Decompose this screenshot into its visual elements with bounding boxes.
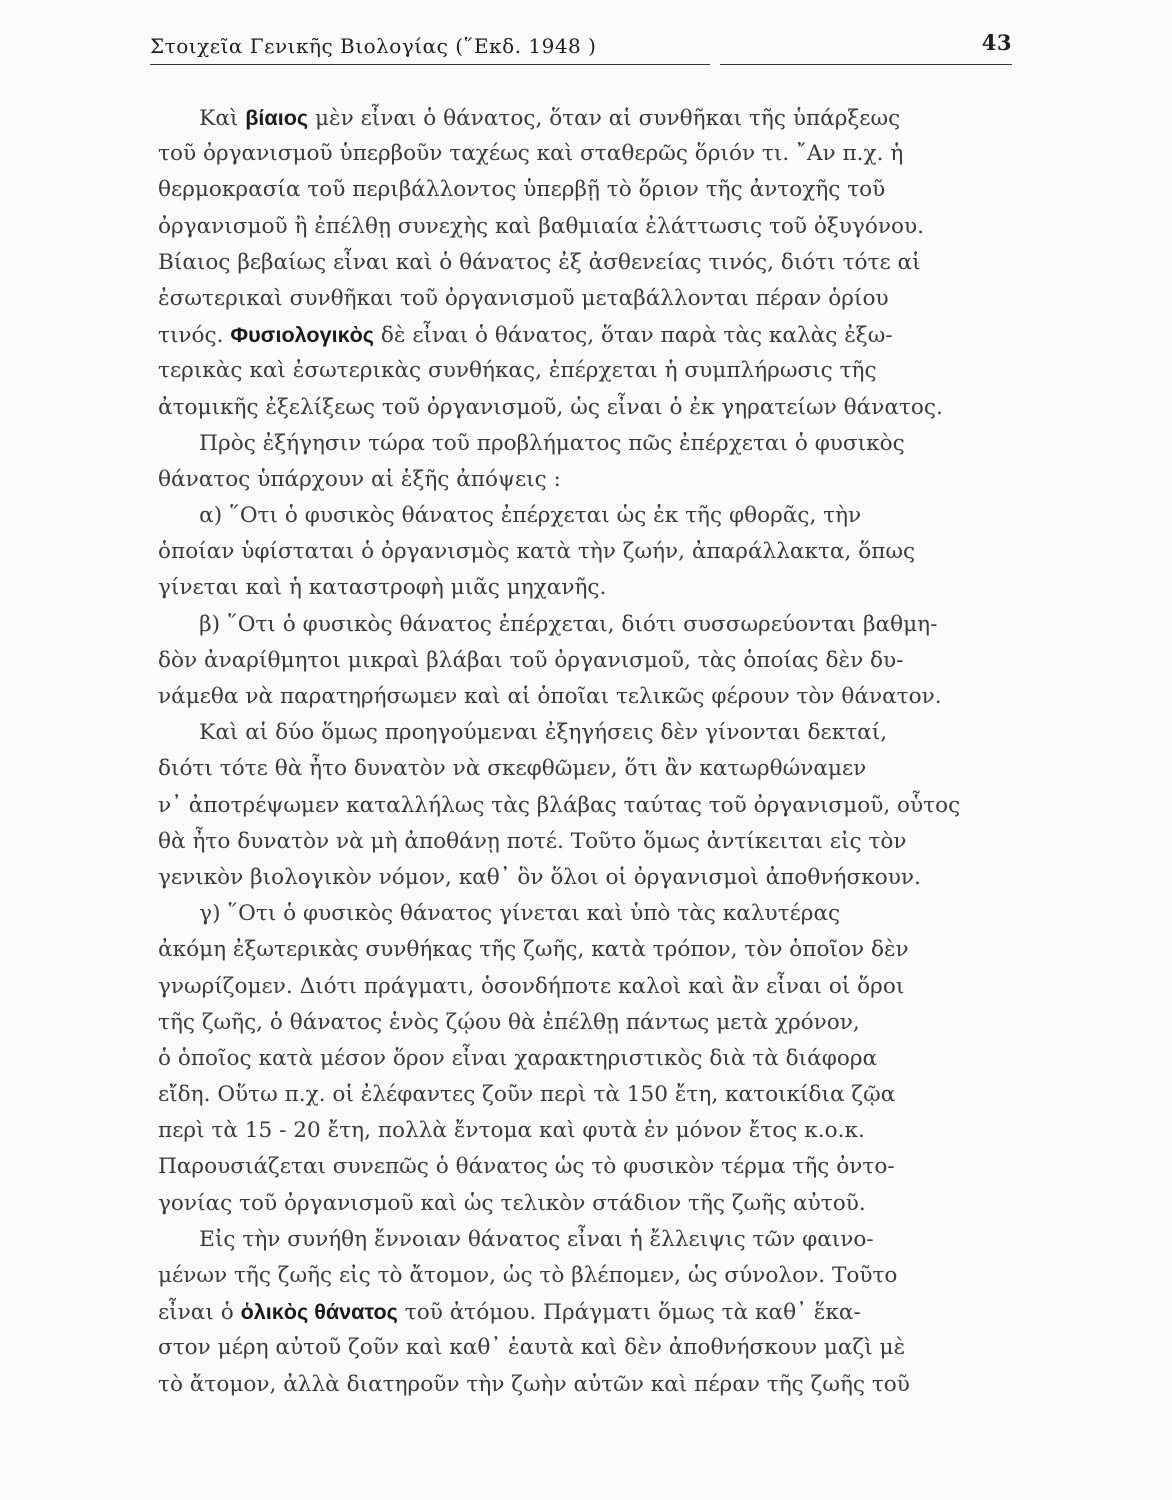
- text-line: ἐσωτερικαὶ συνθῆκαι τοῦ ὀργανισμοῦ μεταβάλλονται πέραν ὁρίου: [158, 285, 889, 311]
- text-line: δὸν ἀναρίθμητοι μικραὶ βλάβαι τοῦ ὀργανισμοῦ, τὰς ὁποίας δὲν δυ-: [158, 647, 904, 673]
- text-line: [158, 1294, 1018, 1330]
- text-line: τῆς ζωῆς, ὁ θάνατος ἑνὸς ζῴου θὰ ἐπέλθῃ πάντως μετὰ χρόνον,: [158, 1009, 860, 1035]
- text-line: ὁποίαν ὑφίσταται ὁ ὀργανισμὸς κατὰ τὴν ζωήν, ἀπαράλλακτα, ὅπως: [158, 539, 916, 565]
- text-line: θὰ ἦτο δυνατὸν νὰ μὴ ἀποθάνῃ ποτέ. Τοῦτο ὅμως ἀντίκειται εἰς τὸν: [158, 828, 907, 854]
- text-line: γονίας τοῦ ὀργανισμοῦ καὶ ὡς τελικὸν στάδιον τῆς ζωῆς αὐτοῦ.: [158, 1190, 866, 1216]
- text-line: ὀργανισμοῦ ἢ ἐπέλθῃ συνεχὴς καὶ βαθμιαία ἐλάττωσις τοῦ ὀξυγόνου.: [158, 213, 924, 239]
- text-line: β) ῞Οτι ὁ φυσικὸς θάνατος ἐπέρχεται, διότι συσσωρεύονται βαθμη-: [158, 611, 938, 637]
- text-line: [158, 100, 1018, 136]
- text-line: Εἰς τὴν συνήθη ἔννοιαν θάνατος εἶναι ἡ ἔλλειψις τῶν φαινο-: [158, 1226, 874, 1252]
- text-line: [158, 317, 1018, 353]
- text-line: εἴδη. Οὕτω π.χ. οἱ ἐλέφαντες ζοῦν περὶ τὰ 150 ἔτη, κατοικίδια ζῷα: [158, 1082, 896, 1108]
- text-line: ν᾿ ἀποτρέψωμεν καταλλήλως τὰς βλάβας ταύτας τοῦ ὀργανισμοῦ, οὗτος: [158, 792, 961, 818]
- text-line: ἀτομικῆς ἐξελίξεως τοῦ ὀργανισμοῦ, ὡς εἶναι ὁ ἐκ γηρατείων θάνατος.: [158, 394, 943, 420]
- text-line: Καὶ αἱ δύο ὅμως προηγούμεναι ἐξηγήσεις δὲν γίνονται δεκταί,: [158, 720, 888, 746]
- text-run: τινός.: [158, 323, 231, 349]
- running-header: [150, 28, 1012, 64]
- text-line: θάνατος ὑπάρχουν αἱ ἑξῆς ἀπόψεις :: [158, 466, 561, 492]
- text-line: γενικὸν βιολογικὸν νόμον, καθ᾿ ὃν ὅλοι οἱ ὀργανισμοὶ ἀποθνήσκουν.: [158, 864, 921, 890]
- text-line: νάμεθα νὰ παρατηρήσωμεν καὶ αἱ ὁποῖαι τελικῶς φέρουν τὸν θάνατον.: [158, 684, 942, 709]
- text-line: Παρουσιάζεται συνεπῶς ὁ θάνατος ὡς τὸ φυσικὸν τέρμα τῆς ὀντο-: [158, 1154, 895, 1180]
- text-line: τὸ ἄτομον, ἀλλὰ διατηροῦν τὴν ζωὴν αὐτῶν καὶ πέραν τῆς ζωῆς τοῦ: [158, 1371, 910, 1397]
- text-line: διότι τότε θὰ ἦτο δυνατὸν νὰ σκεφθῶμεν, ὅτι ἂν κατωρθώναμεν: [158, 756, 867, 782]
- text-line: ὁ ὁποῖος κατὰ μέσον ὅρον εἶναι χαρακτηριστικὸς διὰ τὰ διάφορα: [158, 1045, 878, 1071]
- emphasized-term: ὁλικὸς θάνατος: [240, 1299, 398, 1325]
- text-line: Πρὸς ἐξήγησιν τώρα τοῦ προβλήματος πῶς ἐπέρχεται ὁ φυσικὸς: [158, 430, 905, 456]
- text-line: α) ῞Οτι ὁ φυσικὸς θάνατος ἐπέρχεται ὡς ἐκ τῆς φθορᾶς, τὴν: [158, 503, 862, 529]
- emphasized-term: βίαιος: [245, 105, 309, 130]
- text-run: εἶναι ὁ: [158, 1300, 241, 1326]
- text-run: Καὶ: [158, 106, 246, 131]
- text-line: τερικὰς καὶ ἐσωτερικὰς συνθήκας, ἐπέρχεται ἡ συμπλήρωσις τῆς: [158, 358, 877, 384]
- text-line: γ) ῞Οτι ὁ φυσικὸς θάνατος γίνεται καὶ ὑπὸ τὰς καλυτέρας: [158, 901, 841, 927]
- emphasized-term: Φυσιολογικὸς: [230, 322, 375, 348]
- text-run: τοῦ ἀτόμου. Πράγματι ὅμως τὰ καθ᾿ ἕκα-: [397, 1300, 861, 1326]
- text-run: μὲν εἶναι ὁ θάνατος, ὅταν αἱ συνθῆκαι τῆς ὑπάρξεως: [308, 106, 901, 131]
- text-line: ἀκόμη ἐξωτερικὰς συνθήκας τῆς ζωῆς, κατὰ τρόπον, τὸν ὁποῖον δὲν: [158, 937, 909, 963]
- header-rule-right: [720, 64, 1012, 65]
- text-line: στον μέρη αὐτοῦ ζοῦν καὶ καθ᾿ ἑαυτὰ καὶ δὲν ἀποθνήσκουν μαζὶ μὲ: [158, 1335, 906, 1361]
- text-line: θερμοκρασία τοῦ περιβάλλοντος ὑπερβῇ τὸ ὅριον τῆς ἀντοχῆς τοῦ: [158, 177, 886, 203]
- text-line: Βίαιος βεβαίως εἶναι καὶ ὁ θάνατος ἐξ ἀσθενείας τινός, διότι τότε αἱ: [158, 249, 921, 275]
- text-line: τοῦ ὀργανισμοῦ ὑπερβοῦν ταχέως καὶ σταθερῶς ὅριόν τι. ῎Αν π.χ. ἡ: [158, 141, 904, 167]
- running-title: Στοιχεῖα Γενικῆς Βιολογίας (῞Εκδ. 1948 ): [150, 34, 597, 58]
- header-rule-left: [150, 64, 710, 65]
- text-line: γνωρίζομεν. Διότι πράγματι, ὁσονδήποτε καλοὶ καὶ ἂν εἶναι οἱ ὅροι: [158, 973, 905, 999]
- text-line: γίνεται καὶ ἡ καταστροφὴ μιᾶς μηχανῆς.: [158, 575, 607, 601]
- text-line: μένων τῆς ζωῆς εἰς τὸ ἄτομον, ὡς τὸ βλέπομεν, ὡς σύνολον. Τοῦτο: [158, 1263, 898, 1288]
- text-run: δὲ εἶναι ὁ θάνατος, ὅταν παρὰ τὰς καλὰς ἐξω-: [374, 323, 893, 349]
- text-line: περὶ τὰ 15 - 20 ἔτη, πολλὰ ἔντομα καὶ φυτὰ ἐν μόνον ἔτος κ.ο.κ.: [158, 1118, 865, 1144]
- page-number: 43: [981, 30, 1012, 55]
- body-text: [158, 100, 1018, 1403]
